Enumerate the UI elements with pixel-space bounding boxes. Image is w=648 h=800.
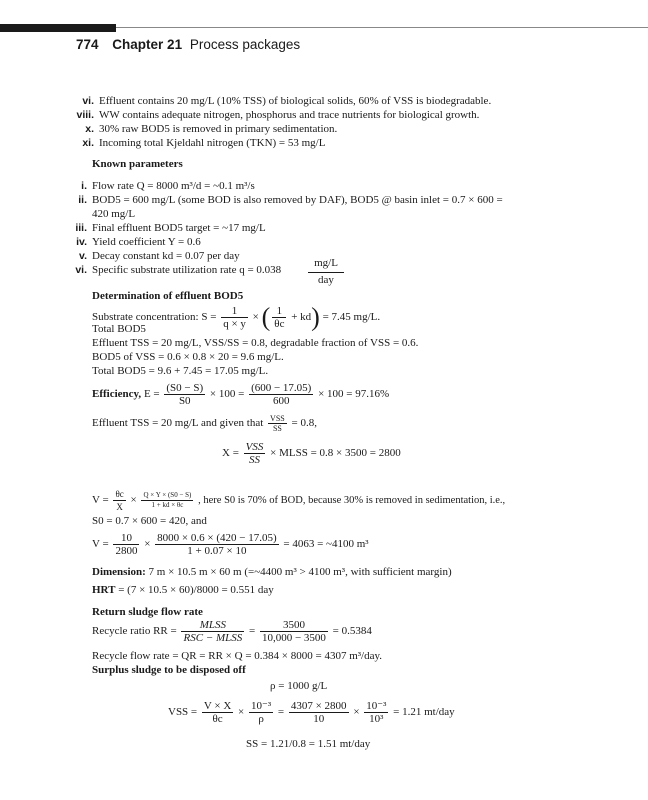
param-item: vi. Specific substrate utilization rate q = 0.038 [75,264,282,276]
substrate-equation: Substrate concentration: S = $\frac{1}{q \times y}$ × ( $\frac{1}{\theta c}$ + kd) = 7.45 mg/L. [92,302,381,332]
fraction: $\frac{V \times X}{\theta c}$ [203,700,232,725]
page-number: 774 [76,37,99,52]
assumption-item: vi. Effluent contains 20 mg/L (10% TSS) of biological solids, 60% of VSS is biodegradable. [82,95,492,107]
fraction: $\frac{\theta c}{X}$ [115,489,124,512]
param-item: iii. Final effluent BOD5 target = ~17 mg/L [75,222,266,234]
fraction: $\frac{\text{10⁻³}}{\text{10³}}$ [366,700,387,725]
rate-unit-denominator: day [318,274,334,286]
param-item: ii. BOD5 = 600 mg/L (some BOD is also removed by DAF), BOD5 @ basin inlet = 0.7 × 600 = [78,194,503,206]
calc-line: Effluent TSS = 20 mg/L, VSS/SS = 0.8, degradable fraction of VSS = 0.6. [92,337,419,349]
calc-line: BOD5 of VSS = 0.6 × 0.8 × 20 = 9.6 mg/L. [92,351,284,363]
dimension-line: Dimension: 7 m × 10.5 m × 60 m (=~4400 m³ > 4100 m³, with sufficient margin) [92,566,452,578]
s0-line: S0 = 0.7 × 600 = 420, and [92,515,207,527]
hrt-line: HRT = (7 × 10.5 × 60)/8000 = 0.551 day [92,584,274,596]
fraction-bar [308,272,344,273]
header-rule [116,27,648,28]
right-paren: ) [311,302,320,332]
effluent-tss-line: Effluent TSS = 20 mg/L and given that $\frac{\text{VSS}}{SS}$ = 0.8, [92,414,317,433]
left-paren: ( [261,302,271,332]
fraction: $\frac{10}{2800}$ [115,532,138,557]
volume-calculation: V = $\frac{10}{2800}$ × $\frac{8000 \times 0.6 \times (420 - 17.05)}{1 + 0.07 \times 10}$ = 4063 = ~4100 m³ [92,532,369,557]
fraction: $\frac{8000 \times 0.6 \times (420 - 17.05)}{1 + 0.07 \times 10}$ [157,532,277,557]
fraction: $\frac{\text{10⁻³}}{\rho}$ [251,700,272,725]
density-line: ρ = 1000 g/L [270,680,328,692]
ss-line: SS = 1.21/0.8 = 1.51 mt/day [246,738,371,750]
fraction: $\frac{(S0 - S)}{S0}$ [166,382,204,407]
vss-equation: VSS = $\frac{V \times X}{\theta c}$ × $\frac{\text{10⁻³}}{\rho}$ = $\frac{4307 \times 2800}{10}$ × $\frac{\text{10⁻³}}{\text{10³}}$ = 1.21 mt/day [168,700,455,725]
assumption-item: viii. WW contains adequate nitrogen, phosphorus and trace nutrients for biological growth. [76,109,480,121]
fraction: $\frac{\text{VSS}}{SS}$ [245,441,264,466]
fraction: $\frac{4307 \times 2800}{10}$ [290,700,347,725]
param-item: 420 mg/L [92,208,136,220]
page-header [76,37,300,52]
assumption-item: x. 30% raw BOD5 is removed in primary sedimentation. [85,123,338,135]
fraction: $\frac{3500}{10,000 - 3500}$ [261,619,326,644]
chapter-label: Chapter 21 [112,37,183,52]
fraction: $\frac{(600 - 17.05)}{600}$ [251,382,312,407]
fraction: $\frac{Q \times Y \times (S0 - S)}{1 + kd \times \theta c}$ [143,491,192,509]
volume-equation: V = $\frac{\theta c}{X}$ × $\frac{Q \times Y \times (S0 - S)}{1 + kd \times \theta c}$ , here S0 is 70% of BOD, because 30% is removed in sedimentation, i.e., [92,489,506,512]
fraction: $\frac{1}{q \times y}$ [223,305,246,330]
x-equation: X = $\frac{\text{VSS}}{SS}$ × MLSS = 0.8 × 3500 = 2800 [222,441,401,466]
return-sludge-heading: Return sludge flow rate [92,606,203,618]
param-item: i. Flow rate Q = 8000 m³/d = ~0.1 m³/s [81,180,255,192]
param-item: iv. Yield coefficient Y = 0.6 [76,236,201,248]
calc-line: Total BOD5 [92,323,146,335]
recycle-flow-line: Recycle flow rate = QR = RR × Q = 0.384 × 8000 = 4307 m³/day. [92,650,383,662]
header-bar [0,24,116,32]
efficiency-equation: Efficiency, E = $\frac{(S0 - S)}{S0}$ × 100 = $\frac{(600 - 17.05)}{600}$ × 100 = 97.16% [92,382,390,407]
fraction: $\frac{\text{VSS}}{SS}$ [270,414,285,433]
recycle-ratio-equation: Recycle ratio RR = $\frac{\text{MLSS}}{\text{RSC − MLSS}}$ = $\frac{3500}{10,000 - 3500}$ = 0.5384 [92,619,372,644]
param-item: v. Decay constant kd = 0.07 per day [79,250,240,262]
chapter-title: Process packages [189,37,301,52]
known-parameters-heading: Known parameters [92,158,183,170]
surplus-sludge-heading: Surplus sludge to be disposed off [92,664,246,676]
effluent-bod-heading: Determination of effluent BOD5 [92,290,244,302]
rate-unit-numerator: mg/L [314,257,338,269]
fraction: $\frac{1}{\theta c}$ [274,305,285,330]
calc-line: Total BOD5 = 9.6 + 7.45 = 17.05 mg/L. [92,365,269,377]
assumption-item: xi. Incoming total Kjeldahl nitrogen (TKN) = 53 mg/L [82,137,326,149]
fraction: $\frac{\text{MLSS}}{\text{RSC − MLSS}}$ [183,619,243,644]
